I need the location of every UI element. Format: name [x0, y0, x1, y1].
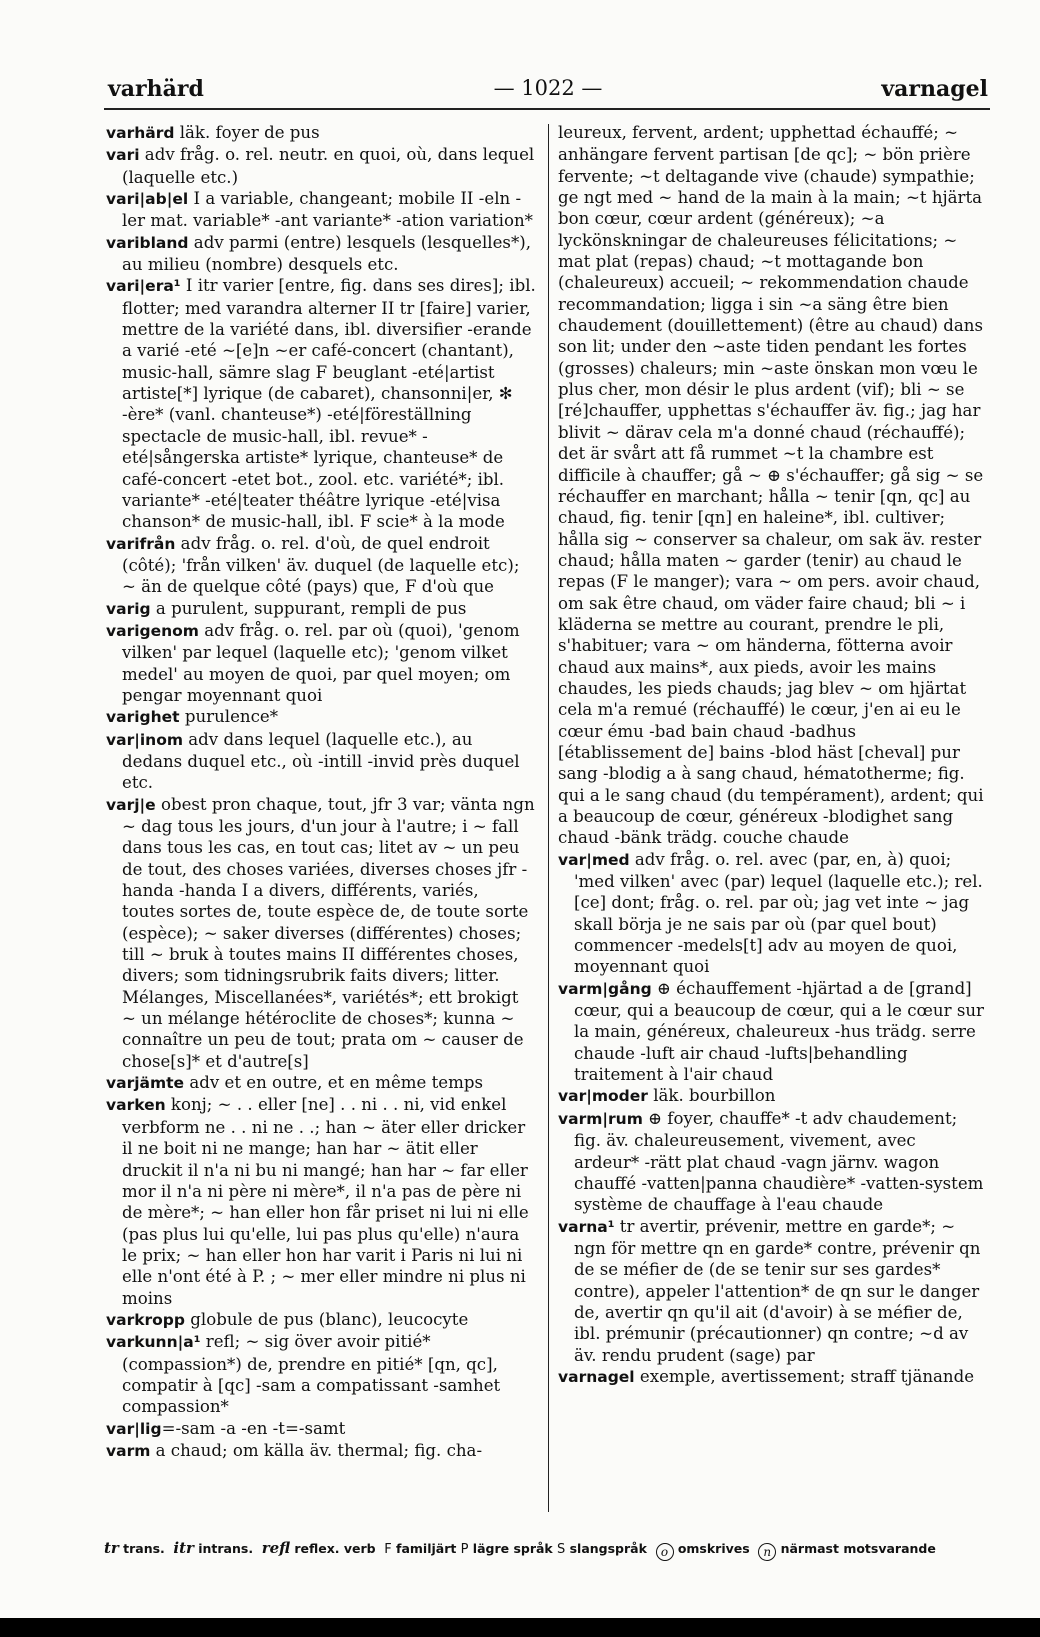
legend-abbr: refl	[261, 1539, 291, 1557]
legend-label: omskrives	[677, 1541, 750, 1556]
legend-label: lägre språk	[472, 1541, 553, 1556]
dictionary-entry	[106, 598, 536, 620]
abbreviation-legend	[104, 1539, 990, 1561]
legend-label: trans.	[123, 1541, 165, 1556]
dictionary-entry	[106, 706, 536, 728]
dictionary-entry	[106, 620, 536, 706]
left-column	[106, 122, 536, 1462]
scan-border	[0, 1618, 1040, 1637]
legend-label: slangspråk	[569, 1541, 647, 1556]
entry-text: refl; ~ sig över avoir pitié* (compassion*) de, prendre en pitié* [qn, qc], compatir à [qc] -sam a compatissant -samhet compassion*	[122, 1332, 501, 1417]
right-column	[558, 122, 984, 1388]
legend-label: närmast motsvarande	[780, 1541, 936, 1556]
legend-label: intrans.	[198, 1541, 254, 1556]
dictionary-entry	[106, 1309, 536, 1331]
entry-text: adv fråg. o. rel. avec (par, en, à) quoi; 'med vilken' avec (par) lequel (laquelle etc.); rel. [ce] dont; fråg. o. rel. par où; jag vet inte ~ jag skall börja je ne sais par où (par quel bout) commencer -medels[t] adv au moyen de quoi, moyennant quoi	[574, 849, 983, 977]
headword: varna¹	[558, 1217, 615, 1236]
dictionary-entry	[106, 794, 536, 1072]
entry-text: leureux, fervent, ardent; upphettad échauffé; ~ anhängare fervent partisan [de qc]; ~ bön prière fervente; ~t deltagande vive (chaude) sympathie; ge ngt med ~ hand de la main à la main; ~t hjärta bon cœur, cœur ardent (généreux); ~a lyckönskningar de chaleureuses félicitations; ~ mat plat (repas) chaud; ~t mottagande bon (chaleureux) accueil; ~ rekommendation chaude recommandation; ligga i sin ~a säng être bien chaudement (douillettement) (être au chaud) dans son lit; under den ~aste tiden pendant les fortes (grosses) chaleurs; min ~aste önskan mon vœu le plus cher, mon désir le plus ardent (vif); bli ~ se [ré]chauffer, upphettas s'échauffer äv. fig.; jag har blivit ~ därav cela m'a donné chaud (réchauffé); det är svårt att få rummet ~t la chambre est difficile à chauffer; gå ~ ⊕ s'échauffer; gå sig ~ se réchauffer en marchant; hålla ~ tenir [qn, qc] au chaud, fig. tenir [qn] en haleine*, ibl. cultiver; hålla sig ~ conserver sa chaleur, om sak äv. rester chaud; hålla maten ~ garder (tenir) au chaud le repas (F le manger); vara ~ om pers. avoir chaud, om sak être chaud, om väder faire chaud; bli ~ i kläderna se mettre au courant, prendre le pli, s'habituer; vara ~ om händerna, fötterna avoir chaud aux mains*, aux pieds, avoir les mains chaudes, les pieds chauds; jag blev ~ om hjärtat cela m'a remué (réchauffé) le cœur, j'en ai eu le cœur ému -bad bain chaud -badhus [établissement de] bains -blod häst [cheval] pur sang -blodig a à sang chaud, hématotherme; fig. qui a le sang chaud (du tempérament), ardent; qui a beaucoup de cœur, généreux -blodighet sang chaud -bänk trädg. couche chaude	[558, 123, 984, 848]
headword: var|inom	[106, 730, 184, 749]
dictionary-entry	[106, 122, 536, 144]
headword: varjämte	[106, 1074, 185, 1093]
legend-abbr: itr	[173, 1539, 194, 1557]
legend-label: familjärt	[396, 1541, 457, 1556]
entry-text: exemple, avertissement; straff tjänande	[634, 1366, 975, 1386]
headword: varifrån	[106, 534, 176, 553]
dictionary-entry	[106, 1331, 536, 1417]
headword: varm|gång	[558, 979, 652, 998]
dictionary-entry	[558, 849, 984, 978]
entry-text: obest pron chaque, tout, jfr 3 var; vänta ngn ~ dag tous les jours, d'un jour à l'autre; i ~ fall dans tous les cas, en tout cas; litet av ~ un peu de tout, des choses variées, diverses choses jfr -handa -handa I a divers, différents, variés, toutes sortes de, toute espèce de, de toute sorte (espèce); ~ saker diverses (différentes) choses; till ~ bruk à toutes mains II différentes choses, divers; som tidningsrubrik faits divers; litter. Mélanges, Miscellanées*, variétés*; ett brokigt ~ un mélange hétéroclite de choses*; kunna ~ connaître un peu de tout; prata om ~ causer de chose[s]* et d'autre[s]	[122, 794, 535, 1071]
headword: var|moder	[558, 1087, 648, 1106]
entry-text: a purulent, suppurant, rempli de pus	[150, 598, 467, 618]
entry-text: tr avertir, prévenir, mettre en garde*; ~ ngn för mettre qn en garde* contre, prévenir qn de se méfier de (de se tenir sur ses gardes* contre), appeler l'attention* de qn sur le danger de, avertir qn qu'il ait (d'avoir) à se méfier de, ibl. prémunir (précautionner) qn contre; ~d av äv. rendu prudent (sage) par	[574, 1216, 981, 1365]
headword: vari|ab|el	[106, 190, 189, 209]
dictionary-entry	[106, 144, 536, 188]
entry-text: =-sam -a -en -t=-samt	[161, 1418, 346, 1438]
dictionary-entry	[106, 729, 536, 794]
dictionary-entry	[106, 232, 536, 276]
page-header	[108, 76, 988, 110]
header-right-guide-word: varnagel	[881, 76, 988, 102]
dictionary-entry	[106, 275, 536, 532]
entry-text: globule de pus (blanc), leucocyte	[185, 1309, 469, 1329]
entry-text: I a variable, changeant; mobile II -eln -ler mat. variable* -ant variante* -ation variation*	[122, 189, 533, 231]
headword: varken	[106, 1096, 166, 1115]
headword: vari|era¹	[106, 277, 181, 296]
entry-text: läk. foyer de pus	[174, 123, 320, 142]
dictionary-entry-continued	[558, 122, 984, 849]
dictionary-entry	[558, 1108, 984, 1216]
headword: varkropp	[106, 1310, 185, 1329]
entry-text: a chaud; om källa äv. thermal; fig. cha-	[150, 1440, 483, 1460]
headword: var|med	[558, 850, 630, 869]
legend-label: reflex. verb	[294, 1541, 376, 1556]
dictionary-entry	[558, 1366, 984, 1388]
headword: varighet	[106, 708, 180, 727]
headword: varigenom	[106, 621, 199, 640]
entry-text: ⊕ foyer, chauffe* -t adv chaudement; fig. äv. chaleureusement, vivement, avec ardeur* -rätt plat chaud -vagn järnv. wagon chauffé -vatten|panna chaudière* -vatten-system système de chauffage à l'eau chaude	[574, 1108, 984, 1215]
dictionary-entry	[106, 1418, 536, 1440]
dictionary-entry	[106, 1072, 536, 1094]
column-divider	[548, 124, 549, 1512]
entry-text: adv fråg. o. rel. neutr. en quoi, où, dans lequel (laquelle etc.)	[122, 145, 535, 187]
entry-text: ⊕ échauffement -hjärtad a de [grand] cœur, qui a beaucoup de cœur, qui a le cœur sur la main, généreux, chaleureux -hus trädg. serre chaude -luft air chaud -lufts|behandling traitement à l'air chaud	[574, 978, 984, 1085]
circled-n-icon: n	[758, 1543, 776, 1561]
entry-text: adv parmi (entre) lesquels (lesquelles*), au milieu (nombre) desquels etc.	[122, 232, 531, 275]
headword: varhärd	[106, 124, 175, 142]
entry-text: läk. bourbillon	[647, 1086, 776, 1106]
dictionary-entry	[106, 188, 536, 232]
legend-abbr: S	[557, 1542, 566, 1557]
entry-text: adv et en outre, et en même temps	[184, 1073, 483, 1093]
headword: varibland	[106, 233, 189, 252]
headword: varj|e	[106, 795, 156, 814]
dictionary-entry	[558, 1216, 984, 1366]
dictionary-entry	[106, 533, 536, 598]
circled-o-icon: o	[656, 1543, 674, 1561]
page-number: — 1022 —	[493, 76, 603, 100]
dictionary-entry	[558, 978, 984, 1086]
entry-text: adv fråg. o. rel. d'où, de quel endroit (côté); 'från vilken' äv. duquel (de laquelle etc); ~ än de quelque côté (pays) que, F d'où que	[122, 533, 520, 597]
legend-abbr: F	[384, 1542, 392, 1557]
header-rule	[104, 108, 990, 110]
headword: varm|rum	[558, 1109, 643, 1128]
entry-text: purulence*	[179, 707, 279, 727]
headword: varkunn|a¹	[106, 1333, 201, 1352]
entry-text: I itr varier [entre, fig. dans ses dires]; ibl. flotter; med varandra alterner II tr [faire] varier, mettre de la variété dans, ibl. diversifier -erande a varié -eté ~[e]n ~er café-concert (chantant), music-hall, sämre slag F beuglant -eté|artist artiste[*] lyrique (de cabaret), chansonni|er, ✻ -ère* (vanl. chanteuse*) -eté|föreställning spectacle de music-hall, ibl. revue* -eté|sångerska artiste* lyrique, chanteuse* de café-concert -etet bot., zool. etc. variété*; ibl. variante* -eté|teater théâtre lyrique -eté|visa chanson* de music-hall, ibl. F scie* à la mode	[122, 276, 536, 532]
header-left-guide-word: varhärd	[108, 76, 204, 102]
headword: varig	[106, 599, 151, 618]
legend-abbr: P	[460, 1542, 469, 1557]
headword: var|lig	[106, 1419, 162, 1438]
dictionary-entry	[106, 1440, 536, 1462]
legend-abbr: tr	[104, 1539, 119, 1557]
headword: varnagel	[558, 1367, 635, 1386]
headword: varm	[106, 1441, 151, 1460]
entry-text: adv fråg. o. rel. par où (quoi), 'genom vilken' par lequel (laquelle etc); 'genom vilket medel' au moyen de quoi, par quel moyen; om pengar moyennant quoi	[122, 620, 520, 705]
dictionary-entry	[106, 1094, 536, 1308]
entry-text: konj; ~ . . eller [ne] . . ni . . ni, vid enkel verbform ne . . ni ne . .; han ~ äter eller dricker il ne boit ni ne mange; han har ~ ätit eller druckit il n'a ni bu ni mangé; han har ~ far eller mor il n'a ni père ni mère*, il n'a pas de père ni de mère*; ~ han eller hon får priset ni lui ni elle (pas plus lui qu'elle, lui pas plus qu'elle) n'aura le prix; ~ han eller hon har varit i Paris ni lui ni elle n'ont été à P. ; ~ mer eller mindre ni plus ni moins	[122, 1095, 529, 1308]
dictionary-entry	[558, 1085, 984, 1107]
headword: vari	[106, 146, 140, 165]
entry-text: adv dans lequel (laquelle etc.), au dedans duquel etc., où -intill -invid près duquel etc.	[122, 729, 520, 793]
